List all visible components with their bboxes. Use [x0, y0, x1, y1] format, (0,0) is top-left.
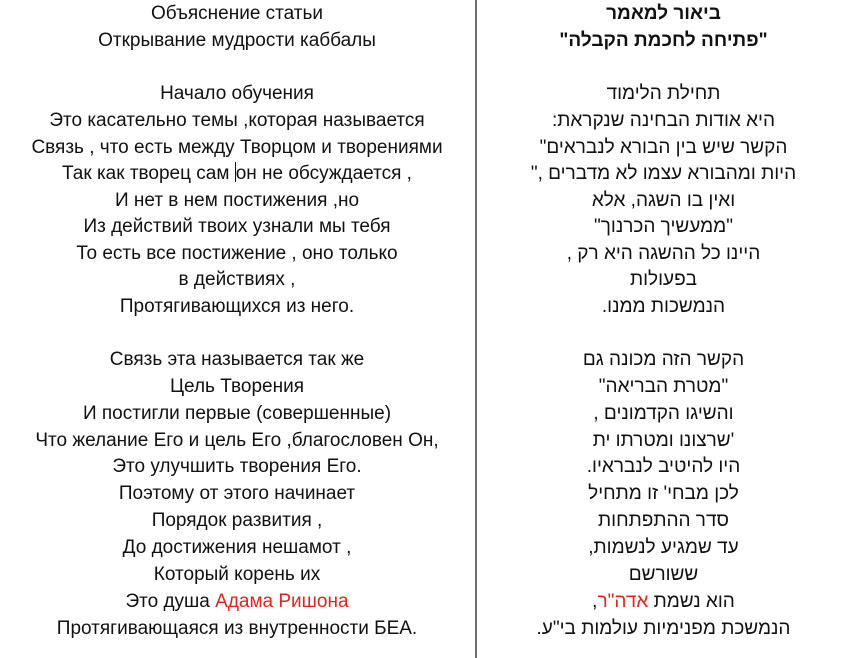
russian-title-line-1: Объяснение статьи: [150, 3, 324, 24]
russian-text-line: Протягивающаяся из внутренности БЕА.: [56, 618, 418, 639]
russian-text-line: Порядок развития ,: [151, 510, 323, 531]
hebrew-text-line: ואין בו השגה, אלא: [591, 190, 736, 211]
hebrew-text-line: עד שמגיע לנשמות,: [588, 537, 739, 558]
hebrew-text-line: היינו כל ההשגה היא רק ,: [566, 243, 761, 264]
hebrew-text-line: לכן מבחי' זו מתחיל: [588, 483, 739, 504]
highlighted-name: Адама Ришона: [215, 591, 349, 612]
hebrew-text-line: היו להיטיב לנבראיו.: [586, 456, 741, 477]
hebrew-text-line: הקשר שיש בין הבורא לנבראים": [539, 137, 788, 158]
russian-text-segment: он не обсуждается ,: [235, 163, 412, 184]
russian-text-line: [0, 588, 474, 615]
russian-text-line: Связь эта называется так же: [109, 349, 365, 370]
hebrew-title-line-2: "פתיחה לחכמת הקבלה": [559, 30, 768, 51]
russian-text-line: До достижения нешамот ,: [122, 537, 352, 558]
russian-text-line: И нет в нем постижения ,но: [114, 190, 360, 211]
hebrew-text-line: הנמשכת מפנימיות עולמות בי"ע.: [536, 618, 791, 639]
hebrew-column: [478, 0, 849, 658]
russian-text-line: [0, 160, 474, 187]
russian-text-line: Цель Творения: [169, 376, 304, 397]
hebrew-text-line: ששורשם: [628, 564, 699, 585]
russian-text-segment: Так как творец сам: [62, 163, 235, 184]
hebrew-text-line: הנמשכות ממנו.: [601, 296, 726, 317]
hebrew-title-line-1: ביאור למאמר: [606, 3, 721, 24]
russian-text-line: Связь , что есть между Творцом и творениями: [31, 137, 443, 158]
hebrew-text-line: והשיגו הקדמונים ,: [593, 403, 734, 424]
hebrew-text-line: היות ומהבורא עצמו לא מדברים ,": [530, 163, 797, 184]
hebrew-text-line: 'שרצונו ומטרתו ית: [592, 430, 735, 451]
russian-text-line: в действиях ,: [178, 269, 296, 290]
hebrew-text-line: הקשר הזה מכונה גם: [582, 349, 745, 370]
hebrew-text-segment: הוא נשמת: [648, 591, 735, 612]
highlighted-name: אדה"ר: [597, 591, 649, 612]
hebrew-text-line: "ממעשיך הכרנוך": [594, 216, 733, 237]
hebrew-text-segment: ,: [592, 591, 598, 612]
russian-text-line: Протягивающихся из него.: [119, 296, 355, 317]
russian-text-segment: Это душа: [125, 591, 216, 612]
russian-title-line-2: Открывание мудрости каббалы: [98, 30, 376, 51]
russian-text-line: Что желание Его и цель Его ,благословен Он,: [35, 430, 439, 451]
hebrew-text-line: סדר ההתפתחות: [598, 510, 729, 531]
hebrew-text-line: בפעולות: [629, 269, 698, 290]
hebrew-text-line: "מטרת הבריאה": [598, 376, 729, 397]
column-divider: [475, 0, 477, 658]
hebrew-text-line: [478, 588, 849, 615]
russian-text-line: Из действий твоих узнали мы тебя: [83, 216, 391, 237]
russian-text-line: Который корень их: [153, 564, 321, 585]
hebrew-text-line: היא אודות הבחינה שנקראת:: [551, 110, 776, 131]
russian-text-line: Это улучшить творения Его.: [112, 456, 362, 477]
russian-text-line: Начало обучения: [160, 83, 314, 104]
russian-text-line: То есть все постижение , оно только: [76, 243, 398, 264]
russian-text-line: Это касательно темы ,которая называется: [49, 110, 425, 131]
russian-text-line: И постигли первые (совершенные): [82, 403, 392, 424]
hebrew-text-line: תחילת הלימוד: [606, 83, 721, 104]
russian-text-line: Поэтому от этого начинает: [118, 483, 356, 504]
